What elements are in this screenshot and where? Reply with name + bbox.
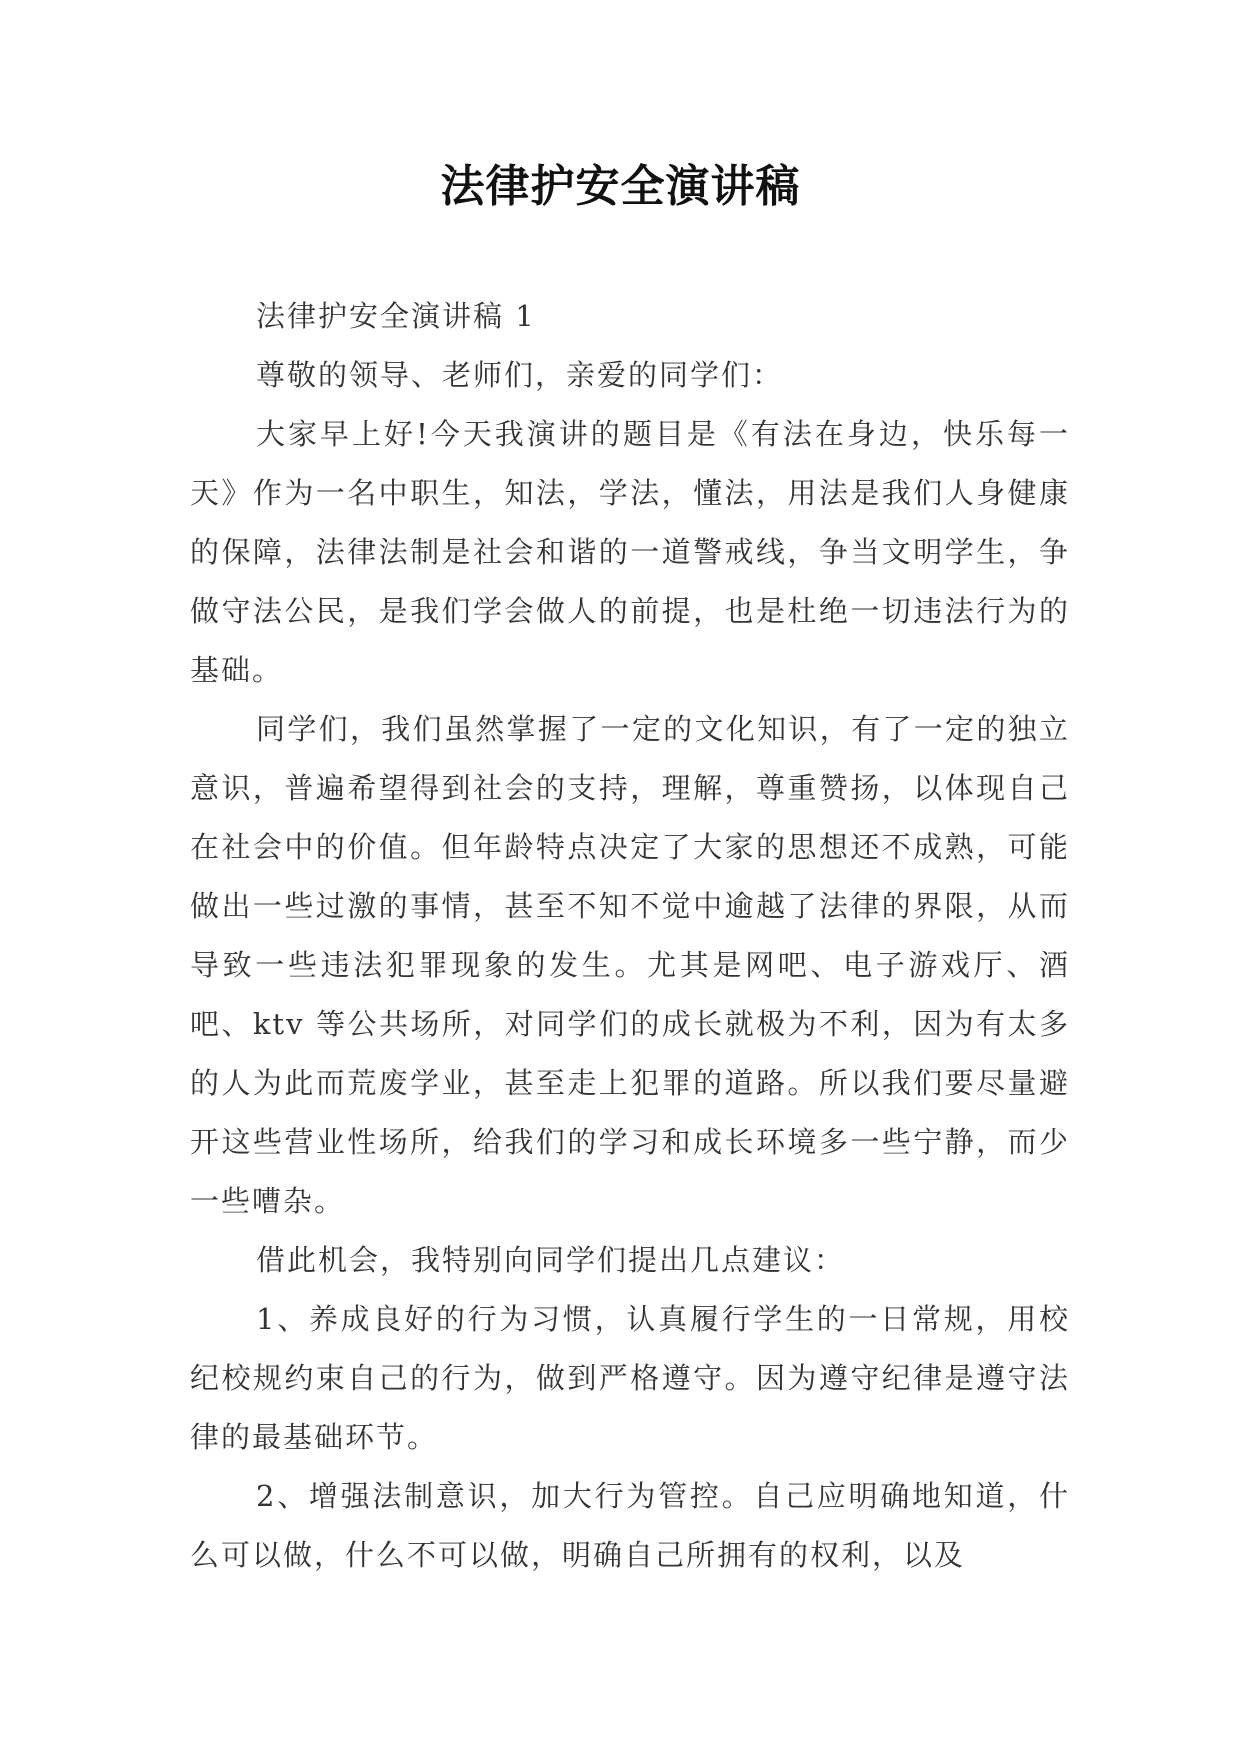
paragraph-salutation: 尊敬的领导、老师们，亲爱的同学们： xyxy=(256,358,784,392)
paragraph: 2、增强法制意识，加大行为管控。自己应明确地知道，什么可以做，什么不可以做，明确自己所拥有的权利，以及 xyxy=(190,1479,1070,1572)
paragraph: 同学们，我们虽然掌握了一定的文化知识，有了一定的独立意识，普遍希望得到社会的支持，理解，尊重赞扬，以体现自己在社会中的价值。但年龄特点决定了大家的思想还不成熟，可能做出一些过激的事情，甚至不知不觉中逾越了法律的界限，从而导致一些违法犯罪现象的发生。尤其是网吧、电子游戏厅、酒吧、ktv 等公共场所，对同学们的成长就极为不利，因为有太多的人为此而荒废学业，甚至走上犯罪的道路。所以我们要尽量避开这些营业性场所，给我们的学习和成长环境多一些宁静，而少一些嘈杂。 xyxy=(190,712,1070,1218)
paragraph-heading: 法律护安全演讲稿 1 xyxy=(256,299,536,333)
paragraph: 大家早上好!今天我演讲的题目是《有法在身边，快乐每一天》作为一名中职生，知法，学法，懂法，用法是我们人身健康的保障，法律法制是社会和谐的一道警戒线，争当文明学生，争做守法公民，是我们学会做人的前提，也是杜绝一切违法行为的基础。 xyxy=(190,417,1070,687)
paragraph: 1、养成良好的行为习惯，认真履行学生的一日常规，用校纪校规约束自己的行为，做到严格遵守。因为遵守纪律是遵守法律的最基础环节。 xyxy=(190,1302,1070,1454)
paragraph: 借此机会，我特别向同学们提出几点建议： xyxy=(256,1243,846,1277)
document-title: 法律护安全演讲稿 xyxy=(440,161,801,212)
document-body xyxy=(190,287,1070,1585)
